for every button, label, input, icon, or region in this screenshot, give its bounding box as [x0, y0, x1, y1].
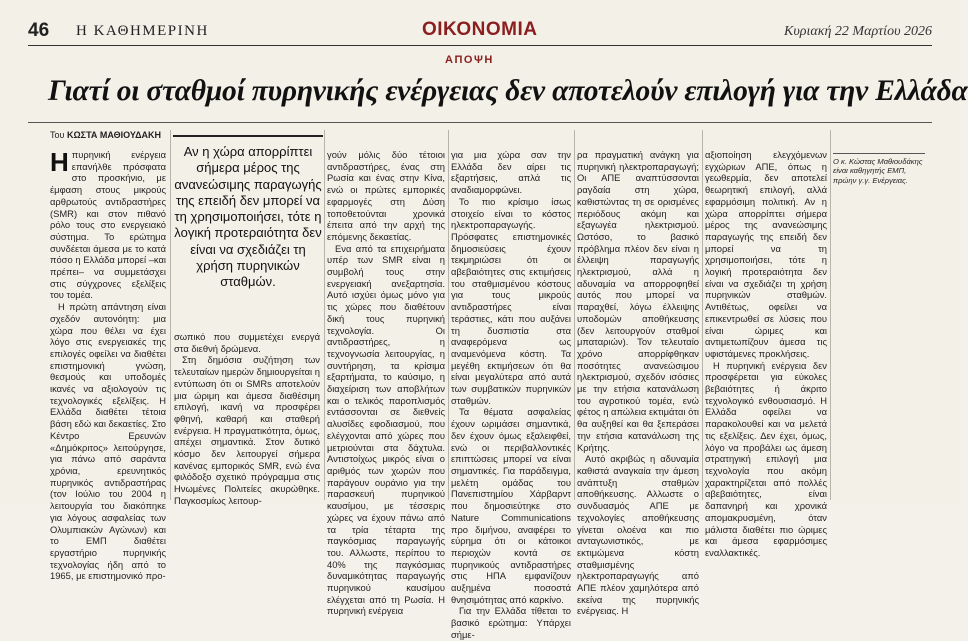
article-column-7	[833, 149, 925, 499]
article-paragraph: Στη δημόσια συζήτηση των τελευταίων ημερών δημιουργείται η εντύπωση ότι οι SMRs αποτελούν μια ώριμη και άμεσα διαθέσιμη επιλογή, ικανή να προσφέρει φθηνή, καθαρή και σταθερή ενέργεια. Η πραγματικότητα, όμως, απέχει σημαντικά. Στον δυτικό κόσμο δεν λειτουργεί σήμερα κανένας εμπορικός SMR, ενώ ένα φιλόδοξο σχετικό πρόγραμμα στις Ηνωμένες Πολιτείες ακυρώθηκε. Παγκοσμίως λειτουρ-	[174, 354, 320, 506]
paragraph-text: πυρηνική ενέργεια επανήλθε πρόσφατα στο προσκήνιο, με έμφαση στους μικρούς αρθρωτούς αντιδραστήρες (SMR) και στον πιθανό ρόλο τους στο ενεργειακό σύστημα. Το ερώτημα συνδέεται άμεσα με το κατά πόσο η Ελλάδα μπορεί –και πρέπει– να συμμετάσχει στις σύγχρονες εξελίξεις του τομέα.	[50, 149, 166, 301]
article-paragraph: Τα θέματα ασφαλείας έχουν ωριμάσει σημαντικά, δεν έχουν όμως εξαλειφθεί, ενώ οι περιβαλλοντικές επιπτώσεις μπορεί να είναι σημαντικές. Για παράδειγμα, μελέτη ομάδας του Πανεπιστημίου Χάρβαρντ που δημοσιεύτηκε στο Nature Communications προ διμήνου, αναφέρει το εύρημα ότι οι κάτοικοι περιοχών κοντά σε πυρηνικούς αντιδραστήρες στις ΗΠΑ εμφανίζουν αυξημένα ποσοστά θνησιμότητας από καρκίνο.	[451, 406, 571, 605]
article-paragraph: Η πρώτη απάντηση είναι σχεδόν αυτονόητη: μια χώρα που θέλει να έχει λόγο στις ενεργειακές της επιλογές οφείλει να διαθέτει επιστημονική γνώση, θεσμούς και υποδομές ικανές να αξιολογούν τις τεχνολογικές εξελίξεις. Η Ελλάδα διαθέτει τέτοια βάση εδώ και δεκαετίες. Στο Κέντρο Ερευνών «Δημόκριτος» λειτούργησε, για πάνω από σαράντα χρόνια, ερευνητικός πυρηνικός αντιδραστήρας (τον Ιούλιο του 2004 η λειτουργία του διακόπηκε για λόγους ασφαλείας των Ολυμπιακών Αγώνων) και το ΕΜΠ διαθέτει εργαστήριο πυρηνικής τεχνολογίας ήδη από το 1965, με επιστημονικό προ-	[50, 301, 166, 582]
article-paragraph: Για την Ελλάδα τίθεται το βασικό ερώτημα: Υπάρχει σήμε-	[451, 605, 571, 640]
newspaper-name: Η ΚΑΘΗΜΕΡΙΝΗ	[76, 23, 209, 39]
article-paragraph: ρα πραγματική ανάγκη για πυρηνική ηλεκτροπαραγωγή; Οι ΑΠΕ αναπτύσσονται ραγδαία στη χώρα, καθιστώντας τη σε ορισμένες περιόδους ακόμη και εξαγωγέα ηλεκτρισμού. Ωστόσο, το βασικό πρόβλημα πλέον δεν είναι η έλλειψη παραγωγής ηλεκτρισμού, αλλά η αδυναμία να απορροφηθεί αυτός που μπορεί να παραχθεί, λόγω έλλειψης υποδομών αποθήκευσης (δεν λειτουργούν σταθμοί μπαταριών). Τον τελευταίο χρόνο απορρίφθηκαν ποσότητες ανανεώσιμου ηλεκτρισμού, σχεδόν ισόσιες με την ετήσια κατανάλωση του αγροτικού τομέα, ενώ φέτος η απώλεια εκτιμάται ότι θα αυξηθεί και θα ξεπεράσει την ετήσια κατανάλωση της Κρήτης.	[577, 149, 699, 453]
section-title: ΟΙΚΟΝΟΜΙΑ	[422, 19, 538, 40]
article-column-3	[327, 149, 445, 617]
page-number: 46	[28, 20, 50, 41]
byline	[50, 130, 161, 140]
byline-author: ΚΩΣΤΑ ΜΑΘΙΟΥΔΑΚΗ	[66, 130, 162, 140]
article-column-4	[451, 149, 571, 640]
article-kicker: ΑΠΟΨΗ	[445, 54, 494, 66]
article-paragraph: αξιοποίηση ελεγχόμενων εγχώριων ΑΠΕ, όπως η γεωθερμία, δεν αποτελεί θεωρητική επιλογή, αλλά εφαρμόσιμη πολιτική. Αν η χώρα απορρίπτει σήμερα μέρος της ανανεώσιμης παραγωγής της επειδή δεν μπορεί να τη χρησιμοποιήσει, τότε η λογική προτεραιότητα δεν είναι να σχεδιάζει τη χρήση πυρηνικών σταθμών. Αντιθέτως, οφείλει να επικεντρωθεί σε λύσεις που είναι ώριμες και αντιμετωπίζουν άμεσα τις υφιστάμενες προκλήσεις.	[705, 149, 827, 359]
header-rule	[28, 45, 932, 46]
pull-quote: Αν η χώρα απορρίπτει σήμερα μέρος της ανανεώσιμης παραγωγής της επειδή δεν μπορεί να τη χρησιμοποιήσει, τότε η λογική προτεραιότητα δεν είναι να σχεδιάζει τη χρήση πυρηνικών σταθμών.	[173, 135, 323, 319]
article-paragraph: Ενα από τα επιχειρήματα υπέρ των SMR είναι η συμβολή τους στην ενεργειακή ανεξαρτησία. Αυτό ισχύει όμως μόνο για τις χώρες που διαθέτουν δική τους πυρηνική τεχνολογία. Οι αντιδραστήρες, η τεχνογνωσία λειτουργίας, η συντήρηση, τα κρίσιμα εξαρτήματα, το καύσιμο, η διαχείριση των αποβλήτων και ο τελικός παροπλισμός εντάσσονται σε διεθνείς αλυσίδες εφοδιασμού, που ελέγχονται από χώρες που μετριούνται στα δάχτυλα. Αντιστοίχως μικρός είναι ο αριθμός των χωρών που παράγουν ουράνιο για την παρασκευή πυρηνικού καυσίμου, με τέσσερις χώρες να έχουν πάνω από τα τρία τέταρτα της παγκόσμιας παραγωγής του. Αλλωστε, περίπου το 40% της παγκόσμιας δυναμικότητας παραγωγής πυρηνικού καυσίμου ελέγχεται από τη Ρωσία. Η πυρηνική ενέργεια	[327, 242, 445, 617]
byline-prefix: Του	[50, 130, 65, 140]
article-paragraph: για μια χώρα σαν την Ελλάδα δεν αίρει τις εξαρτήσεις, απλά τις αναδιαμορφώνει.	[451, 149, 571, 196]
article-paragraph: Το πιο κρίσιμο ίσως στοιχείο είναι το κόστος ηλεκτροπαραγωγής. Πρόσφατες επιστημονικές δημοσιεύσεις έχουν τεκμηριώσει ότι οι αβεβαιότητες στις εκτιμήσεις του σταθμισμένου κόστους για τους μικρούς αντιδραστήρες είναι τεράστιες, κάτι που αυξάνει τη δυσπιστία στα αναφερόμενα ως αναμενόμενα κόστη. Τα μεγέθη εκτιμήσεων ότι θα είναι μεγαλύτερα από αυτά των συμβατικών πυρηνικών σταθμών.	[451, 195, 571, 406]
article-column-6	[705, 149, 827, 558]
column-divider	[324, 130, 325, 500]
issue-date: Κυριακή 22 Μαρτίου 2026	[784, 24, 932, 39]
article-paragraph: σωπικό που συμμετέχει ενεργά στα διεθνή δρώμενα.	[174, 331, 320, 354]
page-header	[28, 18, 932, 48]
column-divider	[830, 130, 831, 500]
article-paragraph	[50, 149, 166, 301]
article-paragraph: Αυτό ακριβώς η αδυναμία καθιστά αναγκαία την άμεση ανάπτυξη σταθμών αποθήκευσης. Αλλωστε ο συνδυασμός ΑΠΕ με τεχνολογίες αποθήκευσης γίνεται ολοένα και πιο ανταγωνιστικός, με εκτιμώμενα κόστη σταθμισμένης ηλεκτροπαραγωγής από ΑΠΕ πλέον χαμηλότερα από εκείνα της πυρηνικής ενέργειας. Η	[577, 453, 699, 617]
article-headline: Γιατί οι σταθμοί πυρηνικής ενέργειας δεν αποτελούν επιλογή για την Ελλάδα	[48, 75, 968, 107]
column-divider	[702, 130, 703, 500]
author-bio: Ο κ. Κώστας Μαθιουδάκης είναι καθηγητής ΕΜΠ, πρώην γ.γ. Ενέργειας.	[833, 153, 925, 185]
column-divider	[574, 130, 575, 500]
drop-cap: Η	[50, 147, 69, 177]
column-divider	[170, 130, 171, 500]
article-paragraph: γούν μόλις δύο τέτοιοι αντιδραστήρες, ένας στη Ρωσία και ένας στην Κίνα, ενώ οι πρώτες εμπορικές εφαρμογές στη Δύση τοποθετούνται χρονικά έπειτα από την αρχή της επόμενης δεκαετίας.	[327, 149, 445, 242]
article-column-5	[577, 149, 699, 617]
column-divider	[448, 130, 449, 500]
headline-rule	[28, 122, 932, 123]
article-column-2	[174, 331, 320, 506]
article-paragraph: Η πυρηνική ενέργεια δεν προσφέρεται για εύκολες βεβαιότητες ή άκριτο τεχνολογικό ενθουσιασμό. Η Ελλάδα οφείλει να παρακολουθεί και να μελετά τις εξελίξεις. Δεν έχει, όμως, λόγο να προβάλει ως άμεση στρατηγική επιλογή μια τεχνολογία που ακόμη χαρακτηρίζεται από πολλές αβεβαιότητες, είναι δαπανηρή και χρονικά απομακρυσμένη, όταν μάλιστα διαθέτει πιο ώριμες και άμεσα εφαρμόσιμες εναλλακτικές.	[705, 359, 827, 558]
article-column-1	[50, 147, 166, 582]
